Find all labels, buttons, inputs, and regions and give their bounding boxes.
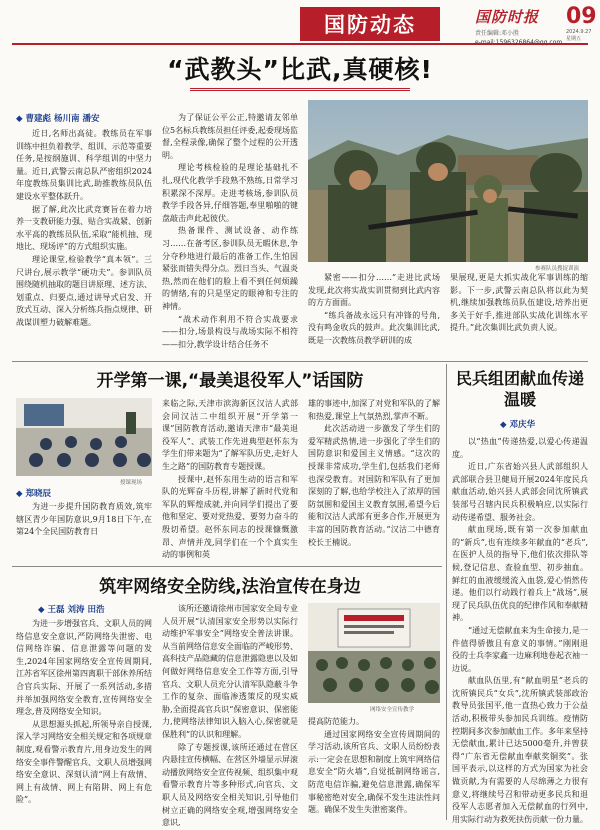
lecture-hall-image	[308, 603, 440, 703]
byline-text: 邓庆华	[509, 420, 536, 430]
article4-photo	[308, 603, 440, 703]
article3-byline	[500, 418, 535, 430]
paragraph: 理论课堂,检验教学“真本领”。三尺讲台,展示教学“硬功夫”。参训队员围绕随机抽取的题目讲原理、述方法、划重点、归要点,通过讲导式启发、开放式互动、深入分析练兵指点规律、研战谋训塑力破解难题。	[16, 254, 152, 327]
article4-column-2	[162, 603, 298, 828]
paragraph: 雄的事迹中,加深了对党和军队的了解和热爱,课堂上气氛热烈,掌声不断。	[308, 399, 440, 421]
article3-headline: 民兵组团献血传递温暖	[455, 369, 584, 409]
byline-text: 郑晓辰	[25, 489, 52, 499]
masthead	[475, 6, 565, 46]
issue-weekday: 星期五	[566, 36, 582, 42]
article1-headline: “武教头”比武,真硬核!	[167, 55, 433, 84]
article4-headline: 筑牢网络安全防线,法治宣传在身边	[99, 577, 361, 597]
article1-column-4	[450, 272, 588, 358]
paragraph: 为进一步提升国防教育质效,筑牢辖区青少年国防意识,9月18日下午,在第24个全民国防教育日	[16, 502, 152, 537]
article4-byline	[38, 603, 104, 615]
newspaper-logo: 国防时报	[475, 8, 540, 26]
byline-text: 曹建彪 杨川南 潘安	[25, 114, 100, 124]
paragraph: “练兵备战永远只有冲锋的号角,没有鸣金收兵的鼓声。此次集训比武,既是一次教练员教学研训的成	[308, 310, 440, 345]
paragraph: 献血现场,既有第一次参加献血的“新兵”,也有连续多年献血的“老兵”,在医护人员的指导下,他们依次排队等候,登记信息、查验血型、初步抽血。鲜红的血液缓缓流入血袋,爱心悄然传递。他们以行动践行着兵上“战场”,展现了民兵队伍优良的纪律作风和奉献精神。	[452, 525, 588, 623]
paragraph: 从思想源头抓起,所领导亲自授课,深入学习网络安全相关规定和各项规章制度,观看警示教育片,用身边发生的网络安全事件警醒官兵、文职人员增强网络安全意识、深刻认清“网上有敌情、网上有战情、网上有陷阱、网上有危险”。	[16, 719, 152, 805]
byline-diamond-icon: ◆	[38, 605, 45, 615]
article2-byline	[16, 487, 51, 499]
paragraph: 提高防范能力。	[308, 717, 364, 726]
column-divider	[446, 364, 447, 820]
paragraph: 此次活动进一步激发了学生们的爱军精武热情,进一步强化了学生们的国防意识和爱国主义情感。“这次的授课非常成功,学生们,包括我们老师也深受教育。对国防和军队有了更加深刻的了解,也给学校注入了浓厚的国防氛围和爱国主义教育氛围,希望今后能和汉沽人武部有更多合作,开展更为丰富的国防教育活动。”汉沽二中德育校长王楠说。	[308, 424, 440, 547]
article1-column-1	[16, 128, 152, 356]
article2-column-2	[162, 398, 298, 561]
paragraph: 近日,广东省始兴县人武部组织人武部联合县卫健局开展2024年度民兵献血活动,始兴县人武部会同沈所镇武装部号召辖内民兵积极响应,以实际行动传递希望、服务社会。	[452, 462, 588, 522]
article2-photo	[16, 398, 152, 476]
section-divider	[12, 566, 442, 567]
paragraph: 热备课件、测试设备、动作练习……在备考区,参训队员无暇休息,争分夺秒地进行最后的准备工作,生怕因紧张而错失得分点。烈日当头、气温炎热,然而在他们的脸上看不到任何烦躁的情绪,有的只是坚定的眼神和专注的神情。	[162, 226, 298, 311]
article1-byline	[16, 112, 99, 124]
article1-photo	[308, 100, 588, 262]
article2-photo-caption: 授课现场	[120, 480, 143, 486]
article4-column-1	[16, 618, 152, 820]
classroom-image	[16, 398, 152, 476]
soldiers-training-image	[308, 100, 588, 262]
paragraph: 该所还邀请徐州市国家安全局专业人员开展“认清国家安全形势以实际行动维护军事安全”网络安全普法讲课。从当前网络信息安全面临的严峻形势、高科技产品隐藏的信息泄露隐患以及如何做好网络信息安全工作等方面,引导官兵、文职人员充分认清军队隐蔽斗争工作的复杂、面临渗透策反的现实威胁,全面提高官兵识“保密意识、保密能力,使网络法律知识入脑入心,保密就是保胜利”的认识和理解。	[162, 604, 298, 739]
article4-column-3	[308, 716, 440, 820]
paragraph: 紧密——扣分……”走进比武场发现,此次将实战实训贯彻到比武内容的方方面面。	[308, 273, 440, 308]
article1-photo-caption: 参赛队员搜捉训演	[535, 266, 580, 272]
byline-text: 王磊 刘涛 田浩	[47, 605, 105, 615]
page-number: 09	[566, 4, 597, 29]
paragraph: 来临之际,天津市滨海新区汉沽人武部会同汉沽二中组织开展“开学第一课”国防教育活动,邀请天津市“最美退役军人”、武装工作先进典型赵怀东为学生们带来题为“了解军队历史,走好人生之路”的国防教育专题授课。	[162, 399, 298, 471]
page-date	[566, 29, 591, 43]
editor-tagline: 责任编辑:邓小胜	[475, 30, 520, 37]
article2-column-1	[16, 501, 152, 561]
paragraph: “通过无偿献血来为生命接力,是一件值得骄傲且有意义的事情。”刚刚退役的士兵李家鑫一边麻利地卷起衣袖一边说。	[452, 625, 588, 673]
paragraph: 据了解,此次比武竞赛旨在着力培养一支教研能力强、贴合实战紧、创新水平高的教练员队伍,采取“能机抽、现地比、现场评”的方式组织实施。	[16, 204, 152, 252]
paragraph: 除了专题授课,该所还通过在营区内悬挂宣传横幅、在营区外墙显示屏滚动播放网络安全宣传视频、组织集中观看警示教育片等多种形式,向官兵、文职人员及网络安全相关知识,引导他们树立正确的网络安全观,增强网络安全意识,	[162, 742, 298, 828]
byline-diamond-icon: ◆	[16, 114, 23, 124]
byline-diamond-icon: ◆	[16, 489, 23, 499]
paragraph: 为进一步增强官兵、文职人员的网络信息安全意识,严防网络失泄密、电信网络诈骗、信息泄露等问题的发生,2024年国家网络安全宣传周期间,江苏省军区徐州第四离职干部休养所结合官兵实际、开展了一系列活动,多措并举加强网络安全教育,宣传网络安全理念,普及网络安全知识。	[16, 619, 152, 717]
paragraph: 献血队伍里,有“献血明星”老兵的沈所镇民兵“女兵”,沈所镇武装部政治教导员张国平,他一直热心致力于公益活动,积极带头参加民兵训练。疫情防控期间多次参加献血工作。多年来坚持无偿献血,累计已达5000毫升,并曾获得“广东省无偿献血奉献奖铜奖”。张国平表示,以这样的方式为国家为社会做贡献,为有需要的人尽绵薄之力很有意义,将继续号召和带动更多民兵和退役军人志愿者加入无偿献血的行列中,用实际行动为救死扶伤贡献一份力量。	[452, 676, 588, 824]
paragraph: “战术动作利用不符合实战要求——扣分,场景构设与战场实际不相符——扣分,教学设计结合任务不	[162, 314, 298, 349]
issue-date: 2024.9.27	[566, 29, 592, 35]
paragraph: 授课中,赵怀东用生动的语言和军队的光辉奋斗历程,讲解了新时代党和军队的辉煌成就,并向同学们提出了要他和坚定、要对党热爱、要努力奋斗的殷切希望。赵怀东同志的授课慷慨激昂、声情并茂,同学们在一个个真实生动的事例和英	[162, 474, 298, 560]
paragraph: 理论考核检验的是理论基础扎不扎,现代化教学手段熟不熟练,日常学习积累深不深厚。走进考核场,参训队员教学手段各异,仔细答题,奉里啪啪的键盘敲击声此起彼伏。	[162, 163, 298, 223]
article3-column	[452, 436, 588, 824]
paragraph: 以“热血”传递热爱,以爱心传递温度。	[452, 437, 588, 459]
article2-headline: 开学第一课,“最美退役军人”话国防	[96, 371, 364, 391]
section-divider	[12, 361, 588, 362]
headline-underline	[190, 88, 410, 91]
byline-diamond-icon: ◆	[500, 420, 507, 430]
paragraph: 通过国家网络安全宣传周期间的学习活动,该所官兵、文职人员纷纷表示:一定会在思想和制度上筑牢网络信息安全“防火墙”,自觉抵制网络谣言,防范电信诈骗,避免信息泄露,确保军事秘密绝对安全,确保不发生违法性问题。确保不发生失泄密案件。	[308, 729, 440, 815]
article4-photo-caption: 网络安全宣传教学	[370, 707, 415, 713]
paragraph: 为了保证公平公正,特邀请友邻单位5名标兵教练员担任评委,起委现场监督,全程录像,确保了整个过程的公开透明。	[162, 113, 298, 160]
header-rule	[12, 43, 588, 45]
section-title: 国防动态	[300, 7, 440, 41]
paragraph: 近日,名师出高徒。教练员在军事训练中担负着教学、组训、示范等重要任务,是按纲施训、科学组训的中坚力量。近日,武警云南总队严密组织2024年度教练员集训比武,助推教练员队伍建设水平整体跃升。	[16, 129, 152, 201]
article1-column-3	[308, 272, 440, 358]
article2-column-3	[308, 398, 440, 561]
article1-column-2	[162, 112, 298, 358]
paragraph: 果展现,更是大抓实战化军事训练的缩影。下一步,武警云南总队将以此为契机,继续加强教练员队伍建设,培养出更多关于好手,推进部队实战化训练水平提升。”此次集训比武负责人说。	[450, 273, 588, 333]
